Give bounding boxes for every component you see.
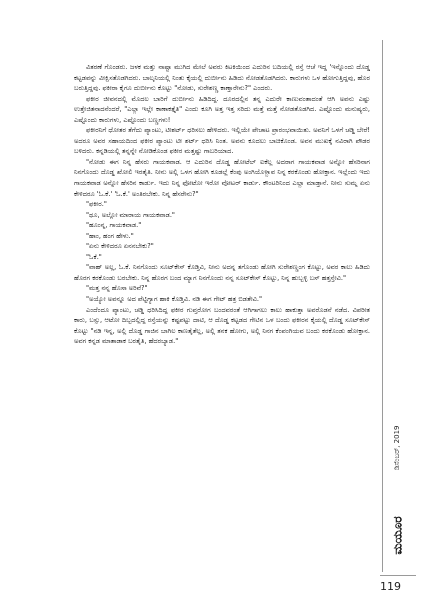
footer-divider [380, 575, 416, 576]
dialogue-line: "ಹಾಂ, ಹಂಗ ಹೇಳು." [86, 231, 134, 240]
dialogue-line: "ಫಕೀರ." [86, 200, 107, 209]
paragraph: ವಿತರಣೆ ಗೊಂಡರು. ಜಳಕ ಮತ್ತು ನಾಷ್ಟಾ ಮುಗಿದ ಮೇಲೆ ಅವರು ಕಿಟಕಿಯಿಂದ ಎದುರಿನ ಬದಿಯಲ್ಲಿ ರಸ್ತೆ ಆಚೆ ಇದ್ದ 'ಇನ್ನೊಂದು ದೊಡ್ಡ ಕಟ್ಟಡವನ್ನು ವೀಕ್ಷಿಸತೊಡಗಿದರು. ಬಾಲ್ಕನಿಯಲ್ಲಿ ನಿಂತು ಕೈಯಲ್ಲಿ ದುರ್ಬೀನು ಹಿಡಿದು ನೋಡತೊಡಗಿದರು. ಕಾರುಗಳು ಒಳ ಹೋಗುತ್ತಿದ್ದವು, ಹೊರ ಬರುತ್ತಿದ್ದವು. ಫಕೀರಾ ಕೈಗೂ ದುರ್ಬೀನು ಕೊಟ್ಟು "ನೋಡು, ಸುರೇಶಣ್ಣ ಕಾಣ್ತಾರೇನು?" ಎಂದರು. [74, 63, 370, 93]
dialogue-line: "ಹೂಂನ್ನ, ಗಾಯಕವಾಡ." [86, 221, 142, 230]
article-body [74, 62, 370, 347]
paragraph: "ನೋಡು ಈಗ ನಿನ್ನ ಹೆಸರು ಗಾಯಕವಾಡ. ಆ ಎದುರಿನ ದೊಡ್ಡ ಹೋಟೆಲ್ ಐಕೆಲ್ಲ ಅದರಾಗ ಗಾಯಕವಾಡ ಅನ್ನೋ ಹೆಸರಿನಾಗ ನಿನಗೊಂದು ದೊಡ್ಡ ಖೋಲಿ ಇರತೈತಿ. ನೀನು ಅಲ್ಲಿ ಒಳಗ ಹೋಗಿ ಕೂಡಲ್ಲೆ ಕೆಂಪು ಅಂಗಿಯೊಳ್ಬಾವ ನಿನ್ನ ಕರಕೊಂಡು ಹೋಕ್ತಾನ. ಇಲ್ಲೆಂದು ಇದು ಗಾಯಕವಾಡ ಅನ್ನೋ ಹೆಸರಿನ ಕಾರ್ಡು. ಇದು ನಿನ್ನ ಫೋಟೋ ಇರೋ ವೋಟರ್ ಕಾರ್ಡು. ಕೌಂಟರಿನಿಂದ ಎಲ್ಲಾ ಮಾಡ್ತಾನೆ. ನೀನು ಸುಮ್ನ ಏನು ಕೇಳಿದರೂ 'ಓ.ಕೆ.' 'ಓ.ಕೆ.' ಅಂತಿರಬೇಕು. ನಿನ್ನ ಹೆಸರೇನು?" [74, 157, 370, 198]
paragraph: "ವಾಹ್ ಅಲ್ಲ, ಓ.ಕೆ. ನಿನಗೊಂದು ಸೂಟ್‌ಕೇಸ್ ಕೊಡ್ತಿವಿ, ನೀನು ಅದನ್ನ ತಗೊಂಡು ಹೋಗಿ ಸುರೇಶಣ್ಣಂಗ ಕೊಟ್ಟು, ಅವರ ಕಾಲು ಹಿಡಿದು ಹೊರಗ ಕರಕೊಂಡು ಬರಬೇಕು. ನಿನ್ನ ಹೊರಗ ಬಂದ ಮ್ಯಾಗ ನಿನಗೊಂದು ನನ್ನ ಸೂಟ್‌ಕೇಸ್ ಕೊಟ್ಟು, ನಿನ್ನ ಹುಬ್ಬಳ್ಳಿ ಬಸ್ ಹತ್ತಸ್ತೇವಿ." [74, 263, 370, 282]
paragraph: ಫಕೀರನಿಗೆ ಧೋತರ ತೆಗೆದು ಪ್ಯಾಂಟು, ಟೀಶರ್ಟ್ ಧರಿಸಲು ಹೇಳಿದರು. ಇಲ್ಲಿಯೇ ಪೇಚಾಟ ಪ್ರಾರಂಭವಾಯಿತು. ಅವನಿಗೆ ಒಳಗೆ ಚಡ್ಡಿ ಬೇರೆ! ಅದರೂ ಅವರ ಸಹಾಯದಿಂದ ಫಕೀರ ಪ್ಯಾಂಟು ಟೀ ಶರ್ಟ್ ಧರಿಸಿ ನಿಂತ. ಅವನು ಕೂದಲು ಬಾಚಿಕೊಂಡ. ಅವನ ಮುಖಕ್ಕೆ ನವಿರಾಗಿ ಪೌಡರ ಬಳಿದರು. ಕನ್ನಡಿಯಲ್ಲಿ ತನ್ನನ್ನೇ ನೋಡಿಕೊಂಡ ಫಕೀರ ಮತ್ತಷ್ಟು ಗಾಬರಿಯಾದ. [74, 126, 370, 156]
magazine-logo [386, 512, 410, 558]
dialogue-line: "ಮತ್ತ ನನ್ನ ಹೊಸಾ ಅರಿವೆ?" [86, 284, 148, 293]
dialogue-line: "ಅಯ್ಯೋ ಅವನ್ನೂ ಅದ ಪೆಟ್ಟಿಗ್ಯಾಗ ಹಾಕಿ ಕೊಡ್ತಿವಿ. ನಡಿ ಈಗ ಗೇಟ್ ಹತ್ರ ಬಿಡತೇವಿ." [86, 295, 263, 304]
page-number: 119 [380, 580, 401, 593]
paragraph: ಫಕೀರ ಜೀವನದಲ್ಲಿ ಮೊದಲ ಬಾರಿಗೆ ದುರ್ಬೀನು ಹಿಡಿದಿದ್ದ. ದೂರದಲ್ಲಿನ ತನ್ನ ಎದುರೇ ಕಾಣುವಂತಾದಂತೆ ಆಗಿ ಅವನು ಎಷ್ಟು ಉತ್ತೇಜಿತನಾದನೆಂದರೆ, "ಎಲ್ಲಾ ಇಲ್ಲೇ ಕಾಣಾಕತ್ತೈತಿ" ಎಂದು ಕೂಗಿ ಅತ್ತ ಇತ್ತ ಸರಿದು ಮತ್ತೆ ಮತ್ತೆ ನೋಡತೊಡಗಿದ. ಎಷ್ಟೊಂದು ಮನುಷ್ಯರು, ಎಷ್ಟೊಂದು ಕಾರುಗಳು, ಎಷ್ಟೊಂದು ಬಣ್ಣಗಳು! [74, 94, 370, 124]
issue-date: ಡಿಸೆಂಬರ್, 2019 [393, 425, 401, 470]
magazine-name: ಮಯೂರ [390, 515, 405, 555]
dialogue-line: "ಓಕೆ." [86, 252, 102, 261]
paragraph: ಎಂದೆಂದೂ ಪ್ಯಾಂಟು, ಚಡ್ಡಿ ಧರಿಸಿದಿದ್ದ ಫಕೀರ ಗುಪ್ತರೋಗ ಬಂದವರಂತೆ ಆಗಿಗಾಗಲು ಕಾಲು ಹಾಕುತ್ತಾ ಅವರೊಡನೆ ನಡೆದ. ವಿಪರೀತ ಕಾರು, ಬಸ್ಸು, ಆಟೋ ದಿಬ್ಬದಲ್ಲಿದ್ದ ರಸ್ತೆಯನ್ನು ಕಷ್ಟಪಟ್ಟು ದಾಟಿ, ಆ ದೊಡ್ಡ ಕಟ್ಟಡದ ಗೇಟಿನ ಒಳ ಬಂದು ಫಕೀರನ ಕೈಯಲ್ಲಿ ದೊಡ್ಡ ಸೂಟ್‌ಕೇಸ್ ಕೊಟ್ಟು "ನಡಿ ಇನ್ನ, ಅಲ್ಲಿ ದೊಡ್ಡ ಗಾಜಿನ ಬಾಗಿಲ ಕಾಣತೈತೆಲ್ಲ, ಅಲ್ಲಿ ತನಕ ಹೋಗು, ಅಲ್ಲಿ ನಿನಗ ಕೆಂಪಂಗಿಯವ ಬಂದು ಕರಕೊಂಡು ಹೋಕ್ತಾನ. ಅವಗ ಕನ್ನಡ ಮಾತಾಡಾಕ ಬರತೈತಿ, ಹೆದರಬ್ಯಾಡ." [74, 305, 370, 346]
sidebar-divider [382, 40, 383, 572]
dialogue-line: "ಏನು ಕೇಳಿದರೂ ಏನನಬೇಕು?" [86, 242, 154, 251]
dialogue-line: "ಥೂ, ಅಲ್ಲೋ ಮಾರಾಯ ಗಾಯಕವಾಡ." [86, 210, 175, 219]
